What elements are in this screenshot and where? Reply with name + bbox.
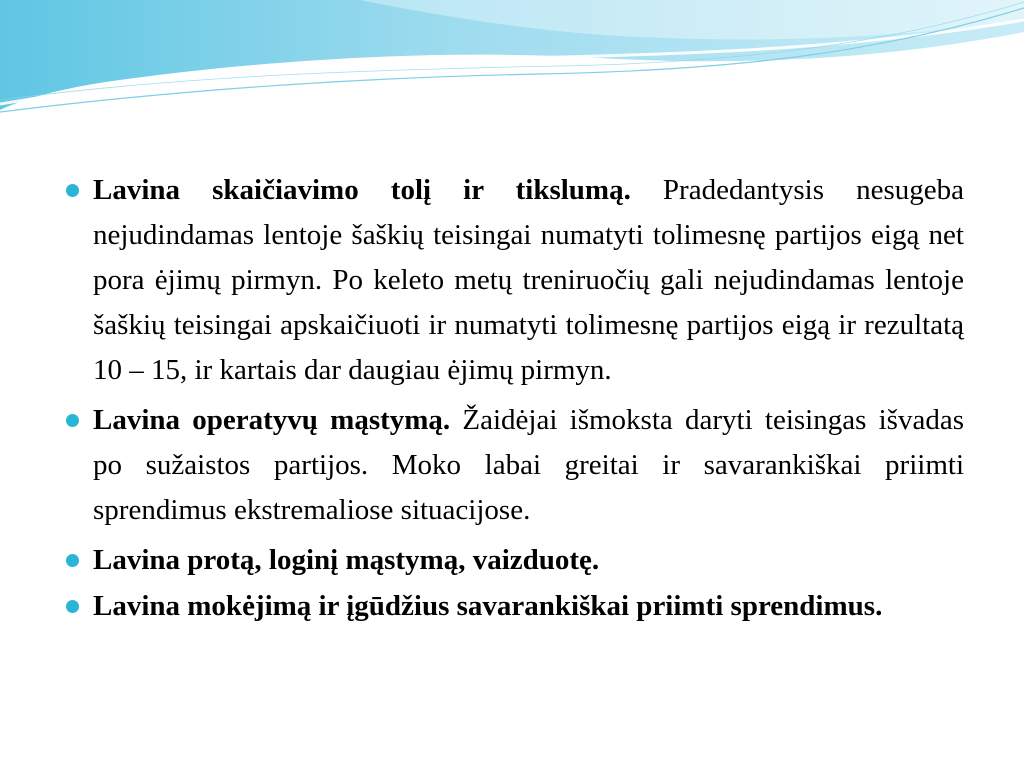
bullet-bold-text: Lavina operatyvų mąstymą. xyxy=(93,404,451,436)
bullet-icon xyxy=(66,184,79,197)
bullet-icon xyxy=(66,414,79,427)
bullet-icon xyxy=(66,600,79,613)
bullet-bold-text: Lavina mokėjimą ir įgūdžius savarankiškai priimti sprendimus. xyxy=(93,590,883,622)
bullet-item xyxy=(62,168,964,393)
bullet-icon xyxy=(66,554,79,567)
decorative-wave-header xyxy=(0,0,1024,140)
bullet-item xyxy=(62,589,964,623)
bullet-item xyxy=(62,538,964,583)
bullet-item xyxy=(62,398,964,533)
bullet-bold-text: Lavina skaičiavimo tolį ir tikslumą. xyxy=(93,174,631,206)
bullet-text: Žaidėjai išmoksta daryti teisingas išvadas po sužaistos partijos. Moko labai greitai ir savarankiškai priimti sprendimus ekstremaliose situacijose. xyxy=(93,404,964,526)
bullet-text: Pradedantysis nesugeba nejudindamas lentoje šaškių teisingai numatyti tolimesnę partijos eigą net pora ėjimų pirmyn. Po keleto metų treniruočių gali nejudindamas lentoje šaškių teisingai apskaičiuoti ir numatyti tolimesnę partijos eigą ir rezultatą 10 – 15, ir kartais dar daugiau ėjimų pirmyn. xyxy=(93,174,964,386)
bullet-bold-text: Lavina protą, loginį mąstymą, vaizduotę. xyxy=(93,544,600,576)
bullet-list xyxy=(62,168,964,623)
